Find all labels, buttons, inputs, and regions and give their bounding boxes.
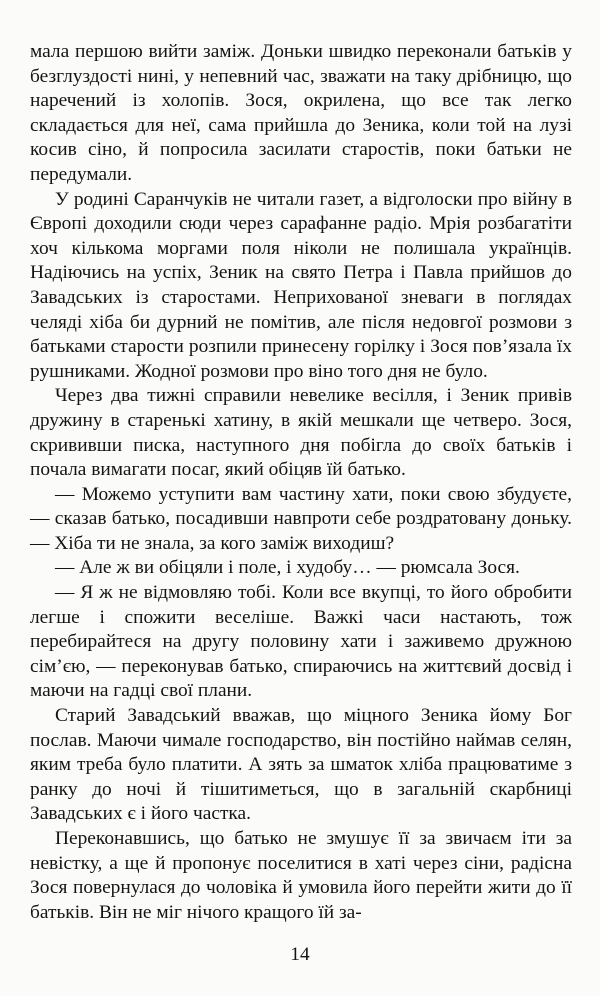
dialogue-paragraph: — Я ж не відмовляю тобі. Коли все вкупці, то його обробити легше і спожити веселіше. Важкі часи настають, тож перебирайтеся на другу половину хати і заживемо дружною сім’єю, — переконував батько, спираючись на життєвий досвід і маючи на гадці свої плани. <box>30 582 572 702</box>
paragraph: Через два тижні справили невелике весілля, і Зеник привів дружину в старенькі хатину, в якій мешкали ще четверо. Зося, скрививши писка, наступного дня побігла до своїх батьків і почала вимагати посаг, який обіцяв їй батько. <box>30 385 572 481</box>
paragraph: Старий Завадський вважав, що міцного Зеника йому Бог послав. Маючи чимале господарство, він постійно наймав селян, яким треба було платити. А зять за шматок хліба працюватиме з ранку до ночі й тішитиметься, що в загальній скарбниці Завадських є і його частка. <box>30 705 572 825</box>
paragraph: У родині Саранчуків не читали газет, а відголоски про війну в Європі доходили сюди через сарафанне радіо. Мрія розбагатіти хоч кількома моргами поля ніколи не полишала українців. Надіючись на успіх, Зеник на свято Петра і Павла прийшов до Завадських із старостами. Неприхованої зневаги в поглядах челяді хіба би дурний не помітив, але після недовгої розмови з батьками старости розпили принесену горілку і Зося пов’язала їх рушниками. Жодної розмови про віно того дня не було. <box>30 188 572 382</box>
book-page-text <box>30 40 572 925</box>
dialogue-paragraph: — Але ж ви обіцяли і поле, і худобу… — рюмсала Зося. <box>55 557 520 579</box>
dialogue-paragraph: — Можемо уступити вам частину хати, поки свою збудуєте, — сказав батько, посадивши навпроти себе роздратовану доньку. — Хіба ти не знала, за кого заміж виходиш? <box>30 483 572 554</box>
paragraph: мала першою вийти заміж. Доньки швидко переконали батьків у безглуздості нині, у непевний час, зважати на таку дрібницю, що наречений із холопів. Зося, окрилена, що все так легко складається для неї, сама прийшла до Зеника, коли той на лузі косив сіно, й попросила засилати старостів, поки батьки не передумали. <box>30 41 572 185</box>
paragraph: Переконавшись, що батько не змушує її за звичаєм іти за невістку, а ще й пропонує поселитися в хаті через сіни, радісна Зося повернулася до чоловіка й умовила його перейти жити до її батьків. Він не міг нічого кращого їй за- <box>30 828 572 923</box>
page-number: 14 <box>290 944 310 965</box>
